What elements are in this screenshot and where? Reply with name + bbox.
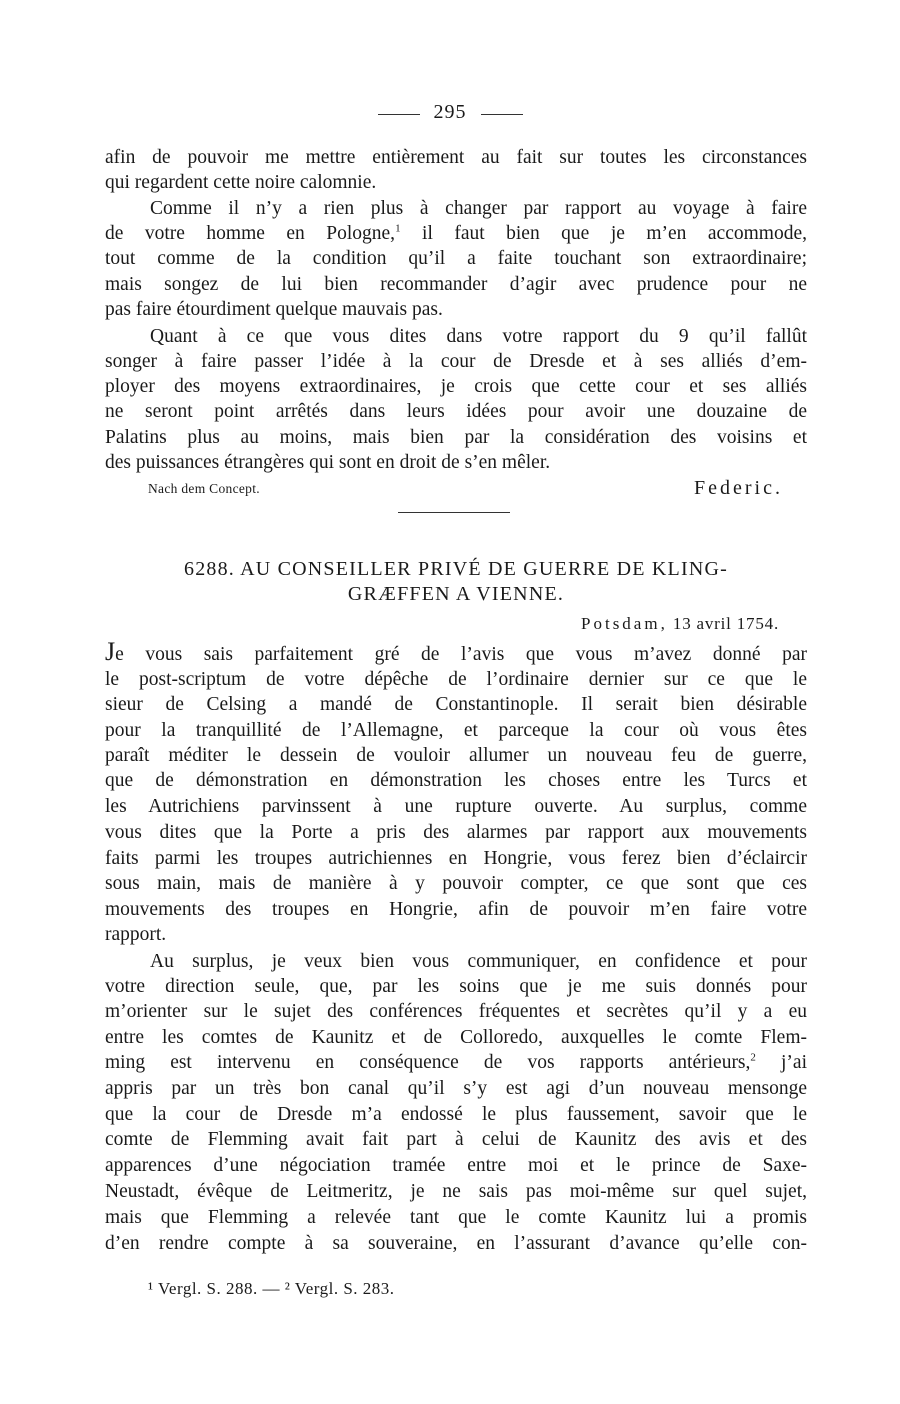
page-number: 295 (433, 100, 467, 123)
text-line: sieur de Celsing a mandé de Constantinople. Il serait bien désirable (105, 694, 807, 715)
text-line (105, 221, 807, 246)
text-line: mouvements des troupes en Hongrie, afin de pouvoir m’en faire votre (105, 899, 807, 920)
place-date (581, 614, 779, 634)
signature: Federic. (694, 477, 783, 499)
text-line: Palatins plus au moins, mais bien par la considération des voisins et (105, 427, 807, 448)
text-line (105, 637, 807, 667)
text-fragment: de votre homme en Pologne, (105, 223, 396, 244)
source-note: Nach dem Concept. (148, 481, 260, 496)
text-line: Quant à ce que vous dites dans votre rapport du 9 qu’il fallût (150, 326, 807, 347)
date: 13 avril 1754. (672, 614, 779, 633)
text-fragment: j’ai (755, 1052, 807, 1073)
text-line: que de démonstration en démonstration les choses entre les Turcs et (105, 770, 807, 791)
text-line: les Autrichiens parvinssent à une rupture ouverte. Au surplus, comme (105, 796, 807, 817)
text-line: afin de pouvoir me mettre entièrement au fait sur toutes les circonstances (105, 147, 807, 168)
text-line: le post-scriptum de votre dépêche de l’ordinaire dernier sur ce que le (105, 669, 807, 690)
text-line: songer à faire passer l’idée à la cour de Dresde et à ses alliés d’em- (105, 351, 807, 372)
footnotes: ¹ Vergl. S. 288. — ² Vergl. S. 283. (148, 1279, 395, 1298)
text-fragment: ming est intervenu en conséquence de vos rapports antérieurs, (105, 1052, 751, 1073)
place: Potsdam, (581, 614, 668, 633)
text-line: sous main, mais de manière à y pouvoir compter, ce que sont que ces (105, 873, 807, 894)
text-line: faits parmi les troupes autrichiennes en Hongrie, vous ferez bien d’éclaircir (105, 848, 807, 869)
text-fragment: il faut bien que je m’en accommode, (400, 223, 807, 244)
text-line: m’orienter sur le sujet des conférences fréquentes et secrètes qu’il y a eu (105, 1001, 807, 1022)
text-line: pas faire étourdiment quelque mauvais pas. (105, 299, 443, 320)
text-line: comte de Flemming avait fait part à celui de Kaunitz des avis et des (105, 1129, 807, 1150)
letter-heading-line1: 6288. AU CONSEILLER PRIVÉ DE GUERRE DE KLING- (184, 558, 728, 580)
text-line: des puissances étrangères qui sont en droit de s’en mêler. (105, 452, 551, 473)
text-line: Neustadt, évêque de Leitmeritz, je ne sais pas moi-même sur quel sujet, (105, 1181, 807, 1202)
header-rule-left (378, 114, 420, 115)
page-header (0, 97, 900, 127)
drop-cap: J (105, 637, 116, 666)
text-line: que la cour de Dresde m’a endossé le plus faussement, savoir que le (105, 1104, 807, 1125)
text-line: pour la tranquillité de l’Allemagne, et parceque la cour où vous êtes (105, 720, 807, 741)
footnote-ref: 2 (750, 1051, 756, 1064)
text-line: vous dites que la Porte a pris des alarmes par rapport aux mouvements (105, 822, 807, 843)
section-separator (398, 512, 510, 513)
text-line: ployer des moyens extraordinaires, je crois que cette cour et ses alliés (105, 376, 807, 397)
letter-heading-line2: GRÆFFEN A VIENNE. (347, 583, 565, 605)
text-line: votre direction seule, que, par les soins que je me suis donnés pour (105, 976, 807, 997)
text-fragment: e vous sais parfaitement gré de l’avis que vous m’avez donné par (115, 644, 807, 665)
footnote-ref: 1 (395, 222, 401, 235)
text-line: apparences d’une négociation tramée entre moi et le prince de Saxe- (105, 1155, 807, 1176)
text-line: paraît méditer le dessein de vouloir allumer un nouveau feu de guerre, (105, 745, 807, 766)
text-line: appris par un très bon canal qu’il s’y est agi d’un nouveau mensonge (105, 1078, 807, 1099)
text-line: mais songez de lui bien recommander d’agir avec prudence pour ne (105, 274, 807, 295)
text-line: rapport. (105, 924, 167, 945)
text-line: ne seront point arrêtés dans leurs idées pour avoir une douzaine de (105, 401, 807, 422)
text-line: mais que Flemming a relevée tant que le comte Kaunitz lui a promis (105, 1207, 807, 1228)
text-line: d’en rendre compte à sa souveraine, en l’assurant d’avance qu’elle con- (105, 1233, 807, 1254)
header-rule-right (481, 114, 523, 115)
text-line: qui regardent cette noire calomnie. (105, 172, 377, 193)
text-line: entre les comtes de Kaunitz et de Colloredo, auxquelles le comte Flem- (105, 1027, 807, 1048)
text-line: Au surplus, je veux bien vous communiquer, en confidence et pour (150, 951, 807, 972)
text-line: Comme il n’y a rien plus à changer par rapport au voyage à faire (150, 198, 807, 219)
text-line (105, 1050, 807, 1075)
text-line: tout comme de la condition qu’il a faite touchant son extraordinaire; (105, 248, 807, 269)
